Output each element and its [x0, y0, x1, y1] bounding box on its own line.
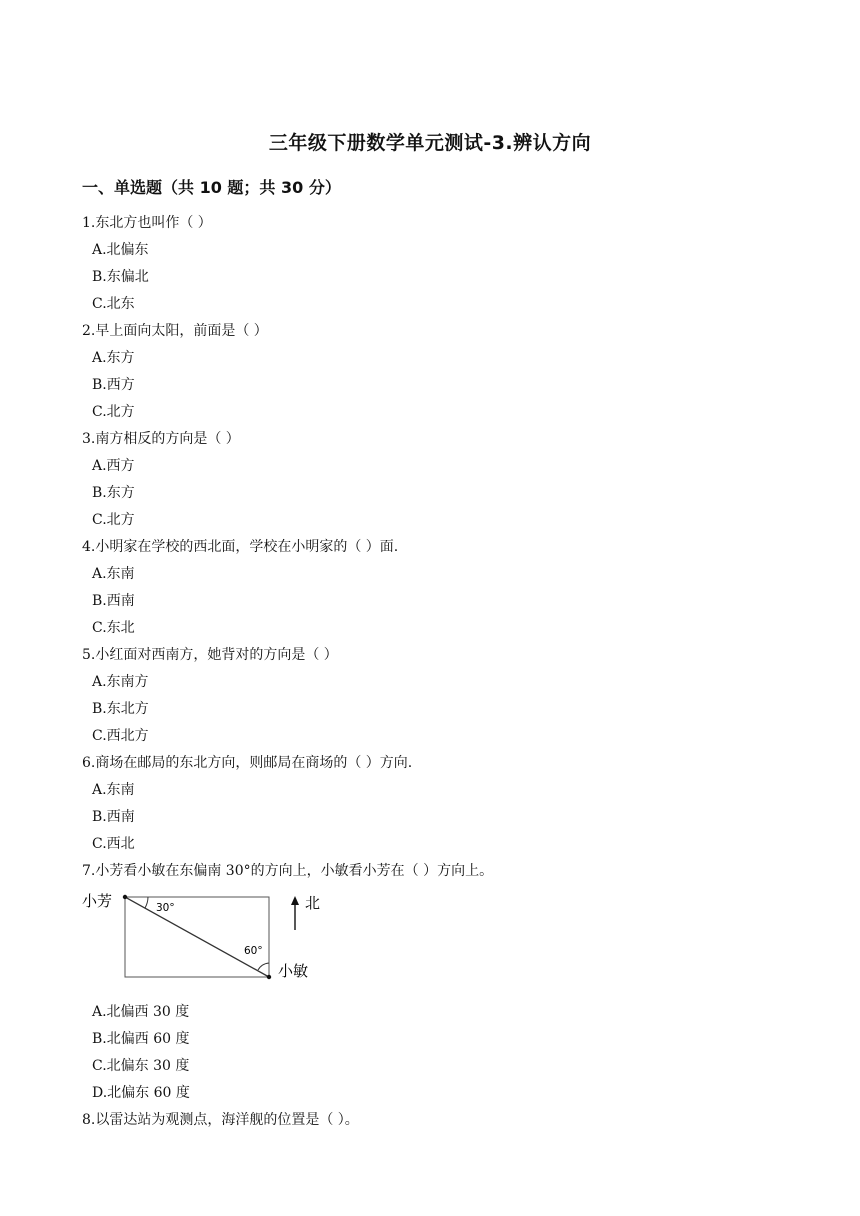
diagram-diagonal [125, 897, 269, 977]
angle-label-60: 60° [244, 945, 263, 957]
question-5-option-b: B.东北方 [92, 701, 149, 717]
direction-diagram [82, 888, 332, 983]
question-4: 4.小明家在学校的西北面，学校在小明家的（ ）面. [82, 539, 399, 555]
label-xiaomin: 小敏 [278, 962, 309, 980]
question-1-option-a: A.北偏东 [92, 242, 149, 258]
question-7-option-c: C.北偏东 30 度 [92, 1058, 190, 1074]
section-heading: 一、单选题（共 10 题；共 30 分） [82, 178, 341, 197]
question-6: 6.商场在邮局的东北方向，则邮局在商场的（ ）方向. [82, 755, 413, 771]
question-4-option-a: A.东南 [92, 566, 135, 582]
question-6-option-b: B.西南 [92, 809, 135, 825]
question-2-option-c: C.北方 [92, 404, 135, 420]
point-xiaofang [123, 895, 127, 899]
question-1-option-b: B.东偏北 [92, 269, 149, 285]
question-1-option-c: C.北东 [92, 296, 135, 312]
question-2: 2.早上面向太阳，前面是（ ） [82, 323, 268, 339]
question-1: 1.东北方也叫作（ ） [82, 215, 212, 231]
question-2-option-a: A.东方 [92, 350, 135, 366]
label-north: 北 [305, 894, 321, 912]
page-title: 三年级下册数学单元测试-3.辨认方向 [268, 132, 592, 154]
question-7-option-a: A.北偏西 30 度 [92, 1004, 190, 1020]
angle-label-30: 30° [156, 902, 175, 914]
question-2-option-b: B.西方 [92, 377, 135, 393]
question-5-option-c: C.西北方 [92, 728, 149, 744]
question-6-option-a: A.东南 [92, 782, 135, 798]
question-3-option-a: A.西方 [92, 458, 135, 474]
question-3-option-c: C.北方 [92, 512, 135, 528]
north-arrow-head [291, 896, 299, 905]
angle-arc-bottom [258, 963, 269, 970]
question-4-option-c: C.东北 [92, 620, 135, 636]
question-3: 3.南方相反的方向是（ ） [82, 431, 240, 447]
label-xiaofang: 小芳 [82, 892, 113, 910]
question-4-option-b: B.西南 [92, 593, 135, 609]
question-7: 7.小芳看小敏在东偏南 30°的方向上，小敏看小芳在（ ）方向上。 [82, 863, 494, 879]
question-7-option-b: B.北偏西 60 度 [92, 1031, 190, 1047]
angle-arc-top [145, 897, 148, 908]
question-3-option-b: B.东方 [92, 485, 135, 501]
question-8: 8.以雷达站为观测点，海洋舰的位置是（ ）。 [82, 1112, 359, 1128]
point-xiaomin [267, 975, 271, 979]
question-6-option-c: C.西北 [92, 836, 135, 852]
question-5: 5.小红面对西南方，她背对的方向是（ ） [82, 647, 338, 663]
question-7-option-d: D.北偏东 60 度 [92, 1085, 190, 1101]
question-5-option-a: A.东南方 [92, 674, 149, 690]
